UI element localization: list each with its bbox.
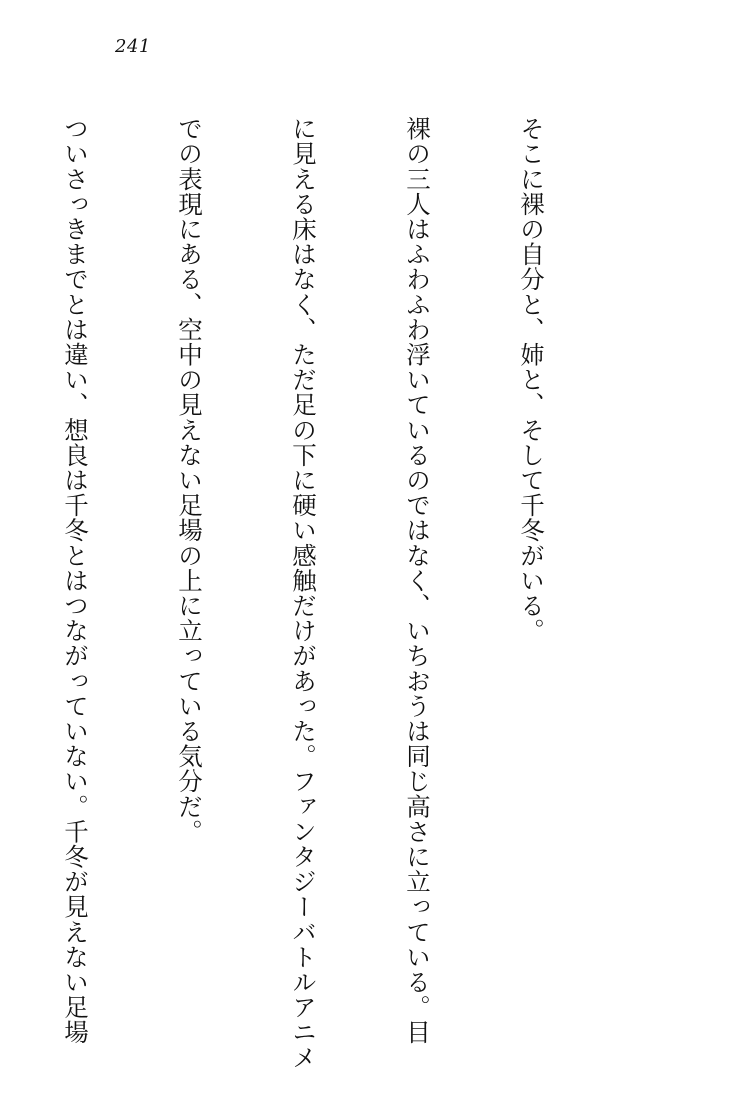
text-line: そこに裸の自分と、姉と、そして千冬がいる。 <box>517 116 546 644</box>
page-number: 241 <box>115 36 151 57</box>
text-line: 裸の三人はふわふわ浮いているのではなく、いちおうは同じ高さに立っている。目 <box>403 116 432 1045</box>
body-text <box>0 116 626 1070</box>
text-line: での表現にある、空中の見えない足場の上に立っている気分だ。 <box>175 116 204 844</box>
text-line: に見える床はなく、ただ足の下に硬い感触だけがあった。ファンタジーバトルアニメ <box>289 116 318 1070</box>
text-line: ついさっきまでとは違い、想良は千冬とはつながっていない。千冬が見えない足場 <box>61 116 90 1045</box>
